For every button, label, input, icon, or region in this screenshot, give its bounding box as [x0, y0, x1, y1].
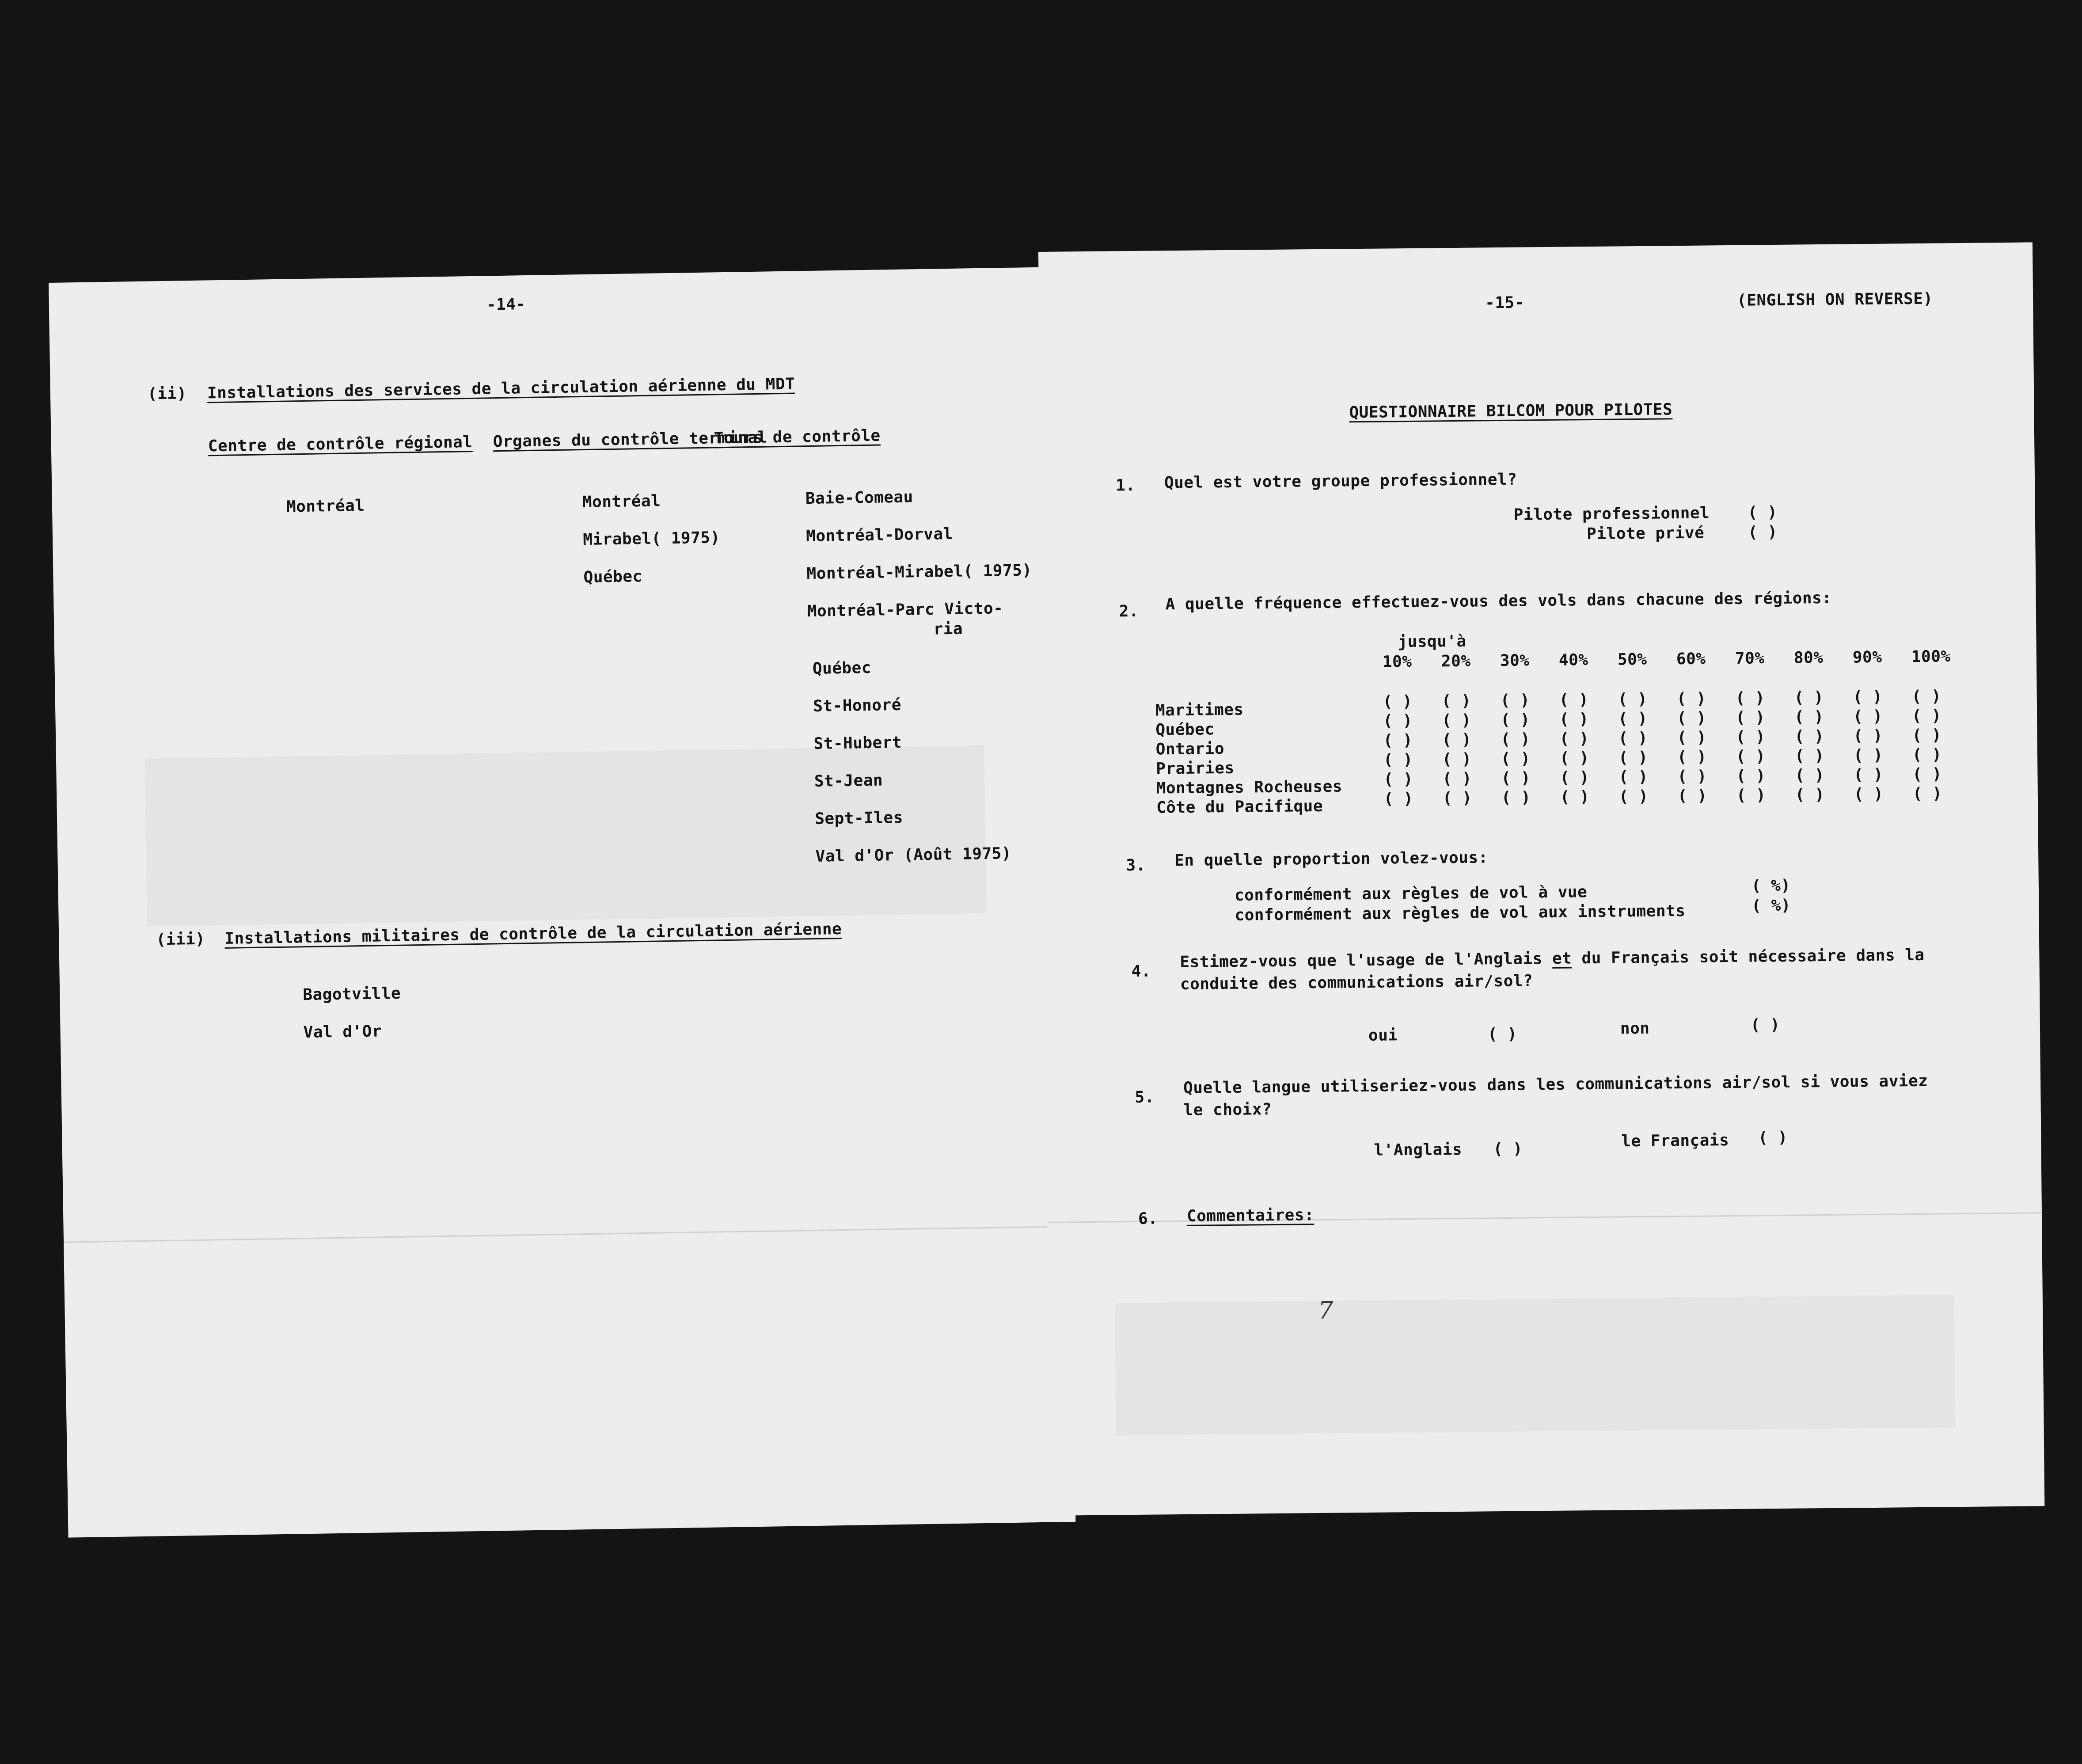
q5-option-francais: le Français	[1621, 1131, 1729, 1151]
frequency-checkbox[interactable]: ( )	[1736, 728, 1766, 746]
frequency-checkbox[interactable]: ( )	[1853, 726, 1883, 745]
english-on-reverse-note: (ENGLISH ON REVERSE)	[1736, 289, 1933, 310]
frequency-checkbox[interactable]: ( )	[1442, 750, 1472, 769]
frequency-checkbox[interactable]: ( )	[1618, 748, 1648, 767]
frequency-checkbox[interactable]: ( )	[1911, 687, 1941, 706]
frequency-checkbox[interactable]: ( )	[1736, 767, 1766, 785]
tower-item: St-Honoré	[813, 696, 902, 715]
frequency-checkbox[interactable]: ( )	[1618, 690, 1648, 709]
q4-line1-et: et	[1552, 949, 1572, 968]
q5-option-anglais: l'Anglais	[1374, 1140, 1463, 1160]
frequency-checkbox[interactable]: ( )	[1559, 749, 1589, 768]
q2-text: A quelle fréquence effectuez-vous des vols dans chacune des régions:	[1165, 589, 1832, 614]
q4-line2: conduite des communications air/sol?	[1180, 972, 1533, 993]
q4-oui-label: oui	[1368, 1026, 1398, 1045]
frequency-checkbox[interactable]: ( )	[1854, 785, 1884, 804]
header-terminal: Organes du contrôle terminal	[493, 428, 767, 451]
frequency-checkbox[interactable]: ( )	[1383, 770, 1413, 789]
frequency-checkbox[interactable]: ( )	[1912, 765, 1942, 784]
frequency-checkbox[interactable]: ( )	[1383, 731, 1413, 750]
frequency-checkbox[interactable]: ( )	[1677, 709, 1706, 728]
frequency-column-header: 80%	[1793, 648, 1824, 667]
tower-item-continued: ria	[933, 620, 963, 639]
frequency-checkbox[interactable]: ( )	[1735, 708, 1765, 727]
q1-checkbox[interactable]: ( )	[1748, 503, 1778, 522]
frequency-checkbox[interactable]: ( )	[1383, 750, 1413, 769]
frequency-checkbox[interactable]: ( )	[1618, 709, 1648, 728]
frequency-checkbox[interactable]: ( )	[1677, 767, 1707, 786]
frequency-checkbox[interactable]: ( )	[1560, 788, 1590, 806]
q3-percent-field[interactable]: ( %)	[1751, 876, 1791, 895]
frequency-checkbox[interactable]: ( )	[1853, 746, 1883, 765]
frequency-checkbox[interactable]: ( )	[1441, 692, 1471, 711]
q2-number: 2.	[1119, 602, 1139, 621]
frequency-column-header: 90%	[1852, 648, 1882, 667]
frequency-checkbox[interactable]: ( )	[1383, 711, 1413, 730]
tower-item: Montréal-Dorval	[805, 525, 954, 546]
frequency-checkbox[interactable]: ( )	[1501, 730, 1531, 749]
region-label: Ontario	[1155, 740, 1225, 759]
terminal-item: Montréal	[582, 492, 661, 512]
region-label: Côte du Pacifique	[1156, 797, 1323, 817]
q1-number: 1.	[1115, 476, 1136, 495]
bleed-through	[1115, 1295, 1956, 1435]
frequency-checkbox[interactable]: ( )	[1442, 711, 1471, 730]
q3-option: conformément aux règles de vol à vue	[1234, 883, 1588, 905]
military-item: Val d'Or	[303, 1022, 382, 1042]
frequency-checkbox[interactable]: ( )	[1912, 784, 1942, 803]
q5-line1: Quelle langue utiliseriez-vous dans les communications air/sol si vous aviez	[1183, 1072, 1928, 1097]
frequency-checkbox[interactable]: ( )	[1794, 688, 1824, 707]
frequency-column-header: 100%	[1911, 647, 1951, 666]
frequency-checkbox[interactable]: ( )	[1676, 689, 1706, 708]
regional-item: Montréal	[286, 496, 365, 516]
q3-number: 3.	[1126, 856, 1146, 875]
region-label: Québec	[1155, 720, 1215, 739]
frequency-checkbox[interactable]: ( )	[1794, 727, 1824, 746]
tower-item: Québec	[812, 658, 872, 678]
frequency-checkbox[interactable]: ( )	[1500, 691, 1530, 710]
q4-line1	[1180, 946, 1925, 971]
frequency-checkbox[interactable]: ( )	[1442, 730, 1472, 749]
frequency-checkbox[interactable]: ( )	[1501, 711, 1530, 730]
frequency-checkbox[interactable]: ( )	[1559, 710, 1589, 729]
q4-line1-a: Estimez-vous que l'usage de l'Anglais	[1180, 949, 1553, 971]
tower-item: Montréal-Parc Victo-	[807, 599, 1003, 621]
frequency-checkbox[interactable]: ( )	[1618, 729, 1648, 748]
frequency-column-header: 20%	[1441, 652, 1471, 671]
q4-non-checkbox[interactable]: ( )	[1750, 1015, 1780, 1034]
frequency-column-header: 30%	[1500, 651, 1530, 670]
frequency-column-header: 60%	[1676, 650, 1706, 669]
page-number: -14-	[486, 295, 526, 314]
q6-label: Commentaires:	[1186, 1206, 1315, 1225]
frequency-checkbox[interactable]: ( )	[1383, 692, 1413, 711]
region-label: Montagnes Rocheuses	[1156, 777, 1343, 798]
q1-option: Pilote privé	[1586, 524, 1705, 544]
section-iii-number: (iii)	[156, 930, 205, 949]
tower-item: St-Jean	[814, 771, 883, 791]
handwritten-mark: 7	[1318, 1296, 1334, 1325]
frequency-checkbox[interactable]: ( )	[1911, 707, 1941, 726]
frequency-checkbox[interactable]: ( )	[1560, 768, 1590, 787]
questionnaire-title: QUESTIONNAIRE BILCOM POUR PILOTES	[1349, 400, 1673, 422]
q5-number: 5.	[1135, 1088, 1155, 1106]
section-ii-number: (ii)	[147, 384, 187, 403]
frequency-checkbox[interactable]: ( )	[1442, 769, 1472, 788]
frequency-column-header: 50%	[1617, 650, 1647, 669]
tower-item: Sept-Iles	[814, 808, 904, 828]
frequency-checkbox[interactable]: ( )	[1677, 787, 1707, 806]
frequency-checkbox[interactable]: ( )	[1912, 726, 1942, 745]
right-page	[1038, 242, 2044, 1515]
frequency-checkbox[interactable]: ( )	[1677, 748, 1707, 767]
frequency-checkbox[interactable]: ( )	[1912, 745, 1942, 764]
frequency-checkbox[interactable]: ( )	[1559, 730, 1589, 748]
region-label: Maritimes	[1155, 700, 1244, 720]
page-fold	[64, 1226, 1071, 1243]
q2-jusqua: jusqu'à	[1398, 632, 1467, 651]
terminal-item: Québec	[583, 567, 642, 587]
header-regional: Centre de contrôle régional	[208, 433, 473, 456]
frequency-checkbox[interactable]: ( )	[1853, 688, 1883, 707]
frequency-checkbox[interactable]: ( )	[1854, 765, 1884, 784]
frequency-checkbox[interactable]: ( )	[1501, 749, 1531, 768]
region-label: Prairies	[1156, 759, 1235, 778]
q3-text: En quelle proportion volez-vous:	[1174, 848, 1488, 870]
frequency-column-header: 70%	[1735, 649, 1765, 668]
header-towers: Tours de contrôle	[714, 426, 881, 448]
frequency-checkbox[interactable]: ( )	[1735, 689, 1765, 707]
military-item: Bagotville	[303, 984, 401, 1004]
q4-line1-b: du Français soit nécessaire dans la	[1572, 946, 1925, 968]
frequency-checkbox[interactable]: ( )	[1618, 787, 1649, 806]
q4-non-label: non	[1620, 1019, 1650, 1038]
tower-item: Montréal-Mirabel( 1975)	[806, 561, 1032, 583]
left-page	[49, 267, 1075, 1537]
q4-oui-checkbox[interactable]: ( )	[1487, 1025, 1517, 1044]
frequency-checkbox[interactable]: ( )	[1677, 728, 1707, 747]
q1-text: Quel est votre groupe professionnel?	[1164, 470, 1517, 492]
q5-francais-checkbox[interactable]: ( )	[1758, 1128, 1788, 1147]
q3-option: conformément aux règles de vol aux instruments	[1235, 902, 1686, 924]
frequency-checkbox[interactable]: ( )	[1736, 747, 1766, 766]
frequency-checkbox[interactable]: ( )	[1618, 768, 1649, 787]
section-ii-title: Installations des services de la circulation aérienne du MDT	[207, 375, 795, 403]
frequency-checkbox[interactable]: ( )	[1736, 786, 1766, 805]
tower-item: Baie-Comeau	[805, 488, 914, 508]
frequency-column-header: 40%	[1558, 651, 1588, 669]
frequency-checkbox[interactable]: ( )	[1442, 789, 1472, 808]
frequency-checkbox[interactable]: ( )	[1559, 691, 1589, 709]
frequency-checkbox[interactable]: ( )	[1795, 785, 1825, 804]
q3-percent-field[interactable]: ( %)	[1751, 896, 1791, 915]
frequency-checkbox[interactable]: ( )	[1501, 769, 1531, 787]
page-number: -15-	[1485, 293, 1525, 312]
frequency-checkbox[interactable]: ( )	[1794, 746, 1824, 765]
frequency-checkbox[interactable]: ( )	[1383, 789, 1413, 808]
frequency-checkbox[interactable]: ( )	[1795, 766, 1825, 785]
frequency-column-header: 10%	[1382, 652, 1412, 671]
tower-item: St-Hubert	[813, 733, 902, 753]
frequency-checkbox[interactable]: ( )	[1501, 788, 1531, 807]
frequency-checkbox[interactable]: ( )	[1853, 707, 1883, 726]
q5-anglais-checkbox[interactable]: ( )	[1493, 1140, 1523, 1159]
q5-line2: le choix?	[1183, 1100, 1272, 1119]
q4-number: 4.	[1131, 962, 1151, 981]
q6-number: 6.	[1138, 1209, 1158, 1228]
q1-option: Pilote professionnel	[1513, 504, 1710, 524]
section-iii-title: Installations militaires de contrôle de la circulation aérienne	[224, 920, 842, 948]
q1-checkbox[interactable]: ( )	[1748, 523, 1778, 542]
tower-item: Val d'Or (Août 1975)	[815, 844, 1012, 866]
frequency-checkbox[interactable]: ( )	[1794, 707, 1824, 726]
terminal-item: Mirabel( 1975)	[582, 528, 721, 549]
